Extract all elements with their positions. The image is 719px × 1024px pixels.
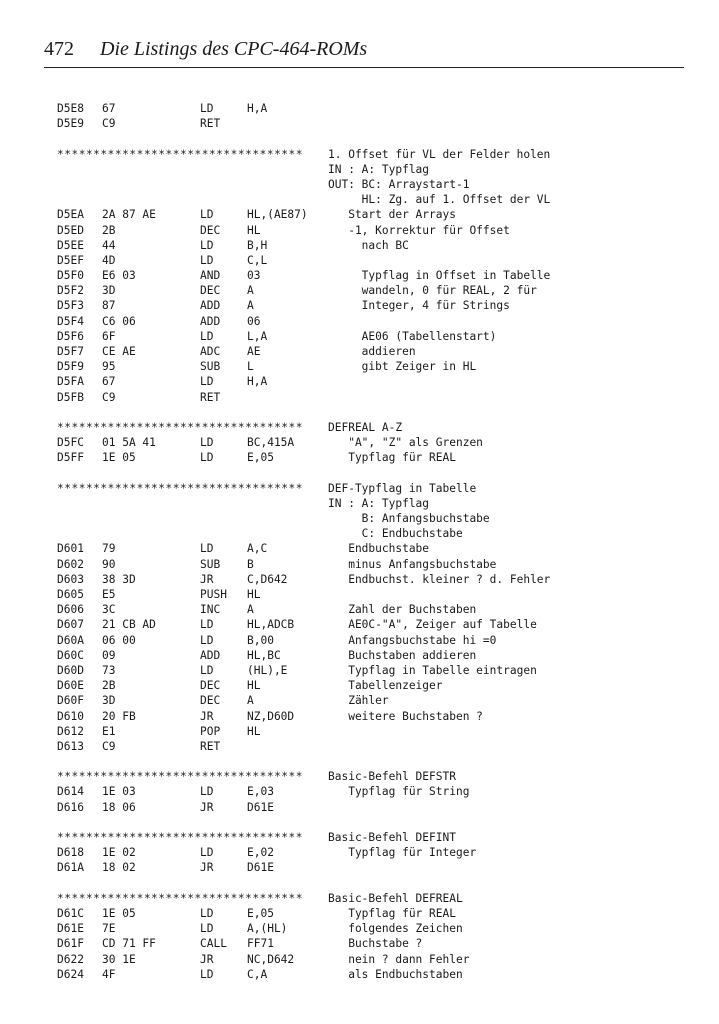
address: D624 bbox=[57, 967, 84, 981]
opcode-bytes: 01 5A 41 bbox=[102, 436, 156, 450]
code-line bbox=[57, 192, 687, 207]
separator-stars: ********************************** bbox=[57, 831, 304, 844]
opcode-bytes: 2B bbox=[102, 223, 116, 237]
comment: Start der Arrays bbox=[328, 208, 456, 222]
mnemonic: LD bbox=[200, 967, 214, 981]
address: D610 bbox=[57, 709, 84, 723]
mnemonic: LD bbox=[200, 922, 214, 936]
operands: H,A bbox=[247, 375, 268, 389]
code-line bbox=[57, 359, 687, 374]
operands: HL,BC bbox=[247, 648, 281, 662]
mnemonic: AND bbox=[200, 269, 221, 283]
opcode-bytes: 95 bbox=[102, 360, 116, 374]
opcode-bytes: 67 bbox=[102, 375, 116, 389]
opcode-bytes: 90 bbox=[102, 557, 116, 571]
code-line bbox=[57, 572, 687, 587]
code-line bbox=[57, 435, 687, 450]
operands: L,A bbox=[247, 329, 268, 343]
mnemonic: SUB bbox=[200, 557, 221, 571]
address: D60E bbox=[57, 679, 84, 693]
comment: als Endbuchstaben bbox=[328, 967, 463, 981]
page-title: Die Listings des CPC-464-ROMs bbox=[100, 38, 368, 60]
code-line bbox=[57, 557, 687, 572]
separator-stars: ********************************** bbox=[57, 770, 304, 784]
address: D61F bbox=[57, 937, 84, 951]
separator-stars: ********************************** bbox=[57, 481, 304, 495]
address: D5FB bbox=[57, 390, 84, 404]
code-line bbox=[57, 739, 687, 754]
address: D603 bbox=[57, 572, 84, 586]
mnemonic: JR bbox=[200, 800, 214, 814]
address: D607 bbox=[57, 618, 84, 632]
operands: L bbox=[247, 360, 254, 374]
comment: Typflag für Integer bbox=[328, 846, 477, 860]
mnemonic: JR bbox=[200, 709, 214, 723]
address: D606 bbox=[57, 603, 84, 617]
code-line bbox=[57, 162, 687, 177]
mnemonic: LD bbox=[200, 542, 214, 556]
comment: IN : A: Typflag bbox=[328, 162, 430, 176]
operands: FF71 bbox=[247, 937, 274, 951]
address: D5F3 bbox=[57, 299, 84, 313]
operands: B,00 bbox=[247, 633, 274, 647]
opcode-bytes: 44 bbox=[102, 238, 116, 252]
mnemonic: RET bbox=[200, 739, 221, 753]
operands: E,05 bbox=[247, 451, 274, 465]
assembly-listing bbox=[57, 101, 687, 982]
opcode-bytes: C6 06 bbox=[102, 314, 136, 328]
separator-stars: ********************************** bbox=[57, 147, 304, 161]
operands: 06 bbox=[247, 314, 261, 328]
opcode-bytes: 4F bbox=[102, 967, 116, 981]
mnemonic: RET bbox=[200, 390, 221, 404]
opcode-bytes: 21 CB AD bbox=[102, 618, 156, 632]
comment: weitere Buchstaben ? bbox=[328, 709, 483, 723]
address: D5FF bbox=[57, 451, 84, 465]
operands: AE bbox=[247, 345, 261, 358]
mnemonic: LD bbox=[200, 375, 214, 389]
comment: Tabellenzeiger bbox=[328, 679, 443, 693]
mnemonic: JR bbox=[200, 572, 214, 586]
operands: B,H bbox=[247, 238, 268, 252]
operands: NC,D642 bbox=[247, 952, 295, 966]
code-line bbox=[57, 253, 687, 268]
address: D622 bbox=[57, 952, 84, 966]
address: D5F9 bbox=[57, 360, 84, 374]
mnemonic: ADD bbox=[200, 299, 221, 313]
mnemonic: ADD bbox=[200, 648, 221, 662]
code-line bbox=[57, 921, 687, 936]
opcode-bytes: 3D bbox=[102, 284, 116, 298]
address: D5F4 bbox=[57, 314, 84, 328]
operands: A bbox=[247, 284, 254, 298]
code-line bbox=[57, 101, 687, 116]
mnemonic: LD bbox=[200, 208, 214, 222]
comment: Endbuchst. kleiner ? d. Fehler bbox=[328, 572, 551, 586]
opcode-bytes: 2A 87 AE bbox=[102, 208, 156, 222]
code-line bbox=[57, 967, 687, 982]
comment: Typflag für REAL bbox=[328, 906, 456, 920]
address: D614 bbox=[57, 785, 84, 799]
address: D60C bbox=[57, 648, 84, 662]
opcode-bytes: 67 bbox=[102, 102, 116, 115]
operands: C,D642 bbox=[247, 572, 288, 586]
address: D601 bbox=[57, 542, 84, 556]
comment: Typflag für String bbox=[328, 785, 470, 799]
blank-line bbox=[57, 405, 687, 420]
mnemonic: CALL bbox=[200, 937, 227, 951]
opcode-bytes: 3C bbox=[102, 603, 116, 617]
mnemonic: JR bbox=[200, 861, 214, 875]
opcode-bytes: 38 3D bbox=[102, 572, 136, 586]
mnemonic: JR bbox=[200, 952, 214, 966]
comment: AE06 (Tabellenstart) bbox=[328, 329, 497, 343]
operands: HL bbox=[247, 679, 261, 693]
code-line bbox=[57, 223, 687, 238]
comment: minus Anfangsbuchstabe bbox=[328, 557, 497, 571]
code-line bbox=[57, 314, 687, 329]
mnemonic: INC bbox=[200, 603, 221, 617]
code-line bbox=[57, 936, 687, 951]
comment: AE0C-"A", Zeiger auf Tabelle bbox=[328, 618, 537, 632]
code-line bbox=[57, 693, 687, 708]
code-line bbox=[57, 511, 687, 526]
comment: "A", "Z" als Grenzen bbox=[328, 436, 483, 450]
comment: folgendes Zeichen bbox=[328, 922, 463, 936]
address: D5EE bbox=[57, 238, 84, 252]
section-header-line bbox=[57, 147, 687, 162]
opcode-bytes: 20 FB bbox=[102, 709, 136, 723]
section-title: DEF-Typflag in Tabelle bbox=[328, 481, 477, 495]
address: D618 bbox=[57, 846, 84, 860]
opcode-bytes: 30 1E bbox=[102, 952, 136, 966]
code-line bbox=[57, 602, 687, 617]
code-line bbox=[57, 784, 687, 799]
operands: D61E bbox=[247, 861, 274, 875]
comment: Endbuchstabe bbox=[328, 542, 430, 556]
address: D616 bbox=[57, 800, 84, 814]
mnemonic: LD bbox=[200, 633, 214, 647]
operands: B bbox=[247, 557, 254, 571]
address: D5FA bbox=[57, 375, 84, 389]
code-line bbox=[57, 617, 687, 632]
comment: addieren bbox=[328, 345, 416, 358]
mnemonic: PUSH bbox=[200, 588, 227, 601]
mnemonic: RET bbox=[200, 117, 221, 131]
address: D612 bbox=[57, 724, 84, 738]
blank-line bbox=[57, 466, 687, 481]
mnemonic: POP bbox=[200, 724, 221, 738]
code-line bbox=[57, 587, 687, 602]
operands: E,03 bbox=[247, 785, 274, 799]
operands: A bbox=[247, 299, 254, 313]
code-line bbox=[57, 116, 687, 131]
operands: (HL),E bbox=[247, 663, 288, 677]
opcode-bytes: CD 71 FF bbox=[102, 937, 156, 951]
comment: Zahl der Buchstaben bbox=[328, 603, 477, 617]
opcode-bytes: 1E 03 bbox=[102, 785, 136, 799]
opcode-bytes: 18 02 bbox=[102, 861, 136, 875]
opcode-bytes: 1E 05 bbox=[102, 451, 136, 465]
opcode-bytes: 7E bbox=[102, 922, 116, 936]
mnemonic: LD bbox=[200, 329, 214, 343]
code-line bbox=[57, 283, 687, 298]
mnemonic: SUB bbox=[200, 360, 221, 374]
page-header bbox=[44, 34, 684, 66]
comment: Integer, 4 für Strings bbox=[328, 299, 510, 313]
code-line bbox=[57, 845, 687, 860]
opcode-bytes: 09 bbox=[102, 648, 116, 662]
opcode-bytes: 79 bbox=[102, 542, 116, 556]
code-line bbox=[57, 374, 687, 389]
blank-line bbox=[57, 131, 687, 146]
operands: D61E bbox=[247, 800, 274, 814]
address: D5F0 bbox=[57, 269, 84, 283]
code-line bbox=[57, 344, 687, 359]
code-line bbox=[57, 329, 687, 344]
comment: nach BC bbox=[328, 238, 409, 252]
operands: A,(HL) bbox=[247, 922, 288, 936]
section-title: Basic-Befehl DEFINT bbox=[328, 831, 456, 844]
comment: Typflag in Offset in Tabelle bbox=[328, 269, 551, 283]
code-line bbox=[57, 678, 687, 693]
section-title: DEFREAL A-Z bbox=[328, 420, 403, 434]
opcode-bytes: CE AE bbox=[102, 345, 136, 358]
mnemonic: LD bbox=[200, 785, 214, 799]
operands: A bbox=[247, 694, 254, 708]
opcode-bytes: C9 bbox=[102, 390, 116, 404]
address: D60D bbox=[57, 663, 84, 677]
code-line bbox=[57, 526, 687, 541]
mnemonic: LD bbox=[200, 663, 214, 677]
address: D602 bbox=[57, 557, 84, 571]
comment: Zähler bbox=[328, 694, 389, 708]
code-line bbox=[57, 238, 687, 253]
opcode-bytes: E5 bbox=[102, 588, 116, 601]
address: D5ED bbox=[57, 223, 84, 237]
section-header-line bbox=[57, 420, 687, 435]
code-line bbox=[57, 268, 687, 283]
opcode-bytes: 18 06 bbox=[102, 800, 136, 814]
mnemonic: LD bbox=[200, 102, 214, 115]
section-title: Basic-Befehl DEFREAL bbox=[328, 891, 463, 905]
code-line bbox=[57, 390, 687, 405]
operands: C,L bbox=[247, 253, 268, 267]
code-line bbox=[57, 648, 687, 663]
operands: HL bbox=[247, 588, 261, 601]
mnemonic: DEC bbox=[200, 679, 221, 693]
address: D61C bbox=[57, 906, 84, 920]
operands: HL,ADCB bbox=[247, 618, 295, 632]
address: D61A bbox=[57, 861, 84, 875]
code-line bbox=[57, 906, 687, 921]
section-header-line bbox=[57, 481, 687, 496]
blank-line bbox=[57, 876, 687, 891]
comment: B: Anfangsbuchstabe bbox=[328, 512, 490, 526]
comment: gibt Zeiger in HL bbox=[328, 360, 477, 374]
address: D61E bbox=[57, 922, 84, 936]
mnemonic: LD bbox=[200, 618, 214, 632]
mnemonic: LD bbox=[200, 436, 214, 450]
address: D5E9 bbox=[57, 117, 84, 131]
code-line bbox=[57, 709, 687, 724]
mnemonic: ADC bbox=[200, 345, 221, 358]
mnemonic: DEC bbox=[200, 694, 221, 708]
opcode-bytes: 1E 02 bbox=[102, 846, 136, 860]
comment: Typflag für REAL bbox=[328, 451, 456, 465]
section-title: Basic-Befehl DEFSTR bbox=[328, 770, 456, 784]
section-header-line bbox=[57, 891, 687, 906]
opcode-bytes: E1 bbox=[102, 724, 116, 738]
comment: HL: Zg. auf 1. Offset der VL bbox=[328, 193, 551, 207]
address: D5F7 bbox=[57, 345, 84, 358]
mnemonic: DEC bbox=[200, 223, 221, 237]
header-rule bbox=[44, 67, 684, 68]
operands: 03 bbox=[247, 269, 261, 283]
address: D60F bbox=[57, 694, 84, 708]
code-line bbox=[57, 633, 687, 648]
operands: NZ,D60D bbox=[247, 709, 295, 723]
operands: H,A bbox=[247, 102, 268, 115]
comment: Buchstabe ? bbox=[328, 937, 423, 951]
address: D5EF bbox=[57, 253, 84, 267]
comment: OUT: BC: Arraystart-1 bbox=[328, 177, 470, 191]
comment: Typflag in Tabelle eintragen bbox=[328, 663, 537, 677]
opcode-bytes: 06 00 bbox=[102, 633, 136, 647]
separator-stars: ********************************** bbox=[57, 420, 304, 434]
mnemonic: ADD bbox=[200, 314, 221, 328]
code-line bbox=[57, 298, 687, 313]
opcode-bytes: 4D bbox=[102, 253, 116, 267]
operands: HL,(AE87) bbox=[247, 208, 308, 222]
blank-line bbox=[57, 754, 687, 769]
comment: IN : A: Typflag bbox=[328, 496, 430, 510]
code-line bbox=[57, 800, 687, 815]
separator-stars: ********************************** bbox=[57, 891, 304, 905]
code-line bbox=[57, 663, 687, 678]
opcode-bytes: C9 bbox=[102, 739, 116, 753]
section-header-line bbox=[57, 830, 687, 845]
blank-line bbox=[57, 815, 687, 830]
opcode-bytes: 73 bbox=[102, 663, 116, 677]
code-line bbox=[57, 541, 687, 556]
section-header-line bbox=[57, 769, 687, 784]
opcode-bytes: 3D bbox=[102, 694, 116, 708]
address: D5F2 bbox=[57, 284, 84, 298]
address: D605 bbox=[57, 588, 84, 601]
address: D5EA bbox=[57, 208, 84, 222]
code-line bbox=[57, 450, 687, 465]
address: D613 bbox=[57, 739, 84, 753]
section-title: 1. Offset für VL der Felder holen bbox=[328, 147, 551, 161]
mnemonic: LD bbox=[200, 238, 214, 252]
code-line bbox=[57, 724, 687, 739]
operands: HL bbox=[247, 223, 261, 237]
code-line bbox=[57, 177, 687, 192]
code-line bbox=[57, 860, 687, 875]
comment: C: Endbuchstabe bbox=[328, 527, 463, 541]
mnemonic: LD bbox=[200, 253, 214, 267]
operands: HL bbox=[247, 724, 261, 738]
code-line bbox=[57, 496, 687, 511]
mnemonic: DEC bbox=[200, 284, 221, 298]
operands: E,02 bbox=[247, 846, 274, 860]
opcode-bytes: 87 bbox=[102, 299, 116, 313]
address: D5E8 bbox=[57, 102, 84, 115]
comment: Anfangsbuchstabe hi =0 bbox=[328, 633, 497, 647]
operands: A,C bbox=[247, 542, 268, 556]
code-line bbox=[57, 207, 687, 222]
mnemonic: LD bbox=[200, 846, 214, 860]
address: D5F6 bbox=[57, 329, 84, 343]
comment: Buchstaben addieren bbox=[328, 648, 477, 662]
mnemonic: LD bbox=[200, 451, 214, 465]
opcode-bytes: 1E 05 bbox=[102, 906, 136, 920]
comment: nein ? dann Fehler bbox=[328, 952, 470, 966]
mnemonic: LD bbox=[200, 906, 214, 920]
code-line bbox=[57, 952, 687, 967]
address: D60A bbox=[57, 633, 84, 647]
opcode-bytes: E6 03 bbox=[102, 269, 136, 283]
comment: -1, Korrektur für Offset bbox=[328, 223, 510, 237]
operands: BC,415A bbox=[247, 436, 295, 450]
opcode-bytes: C9 bbox=[102, 117, 116, 131]
operands: C,A bbox=[247, 967, 268, 981]
address: D5FC bbox=[57, 436, 84, 450]
operands: A bbox=[247, 603, 254, 617]
opcode-bytes: 6F bbox=[102, 329, 116, 343]
page-number: 472 bbox=[44, 38, 74, 60]
operands: E,05 bbox=[247, 906, 274, 920]
opcode-bytes: 2B bbox=[102, 679, 116, 693]
comment: wandeln, 0 für REAL, 2 für bbox=[328, 284, 537, 298]
